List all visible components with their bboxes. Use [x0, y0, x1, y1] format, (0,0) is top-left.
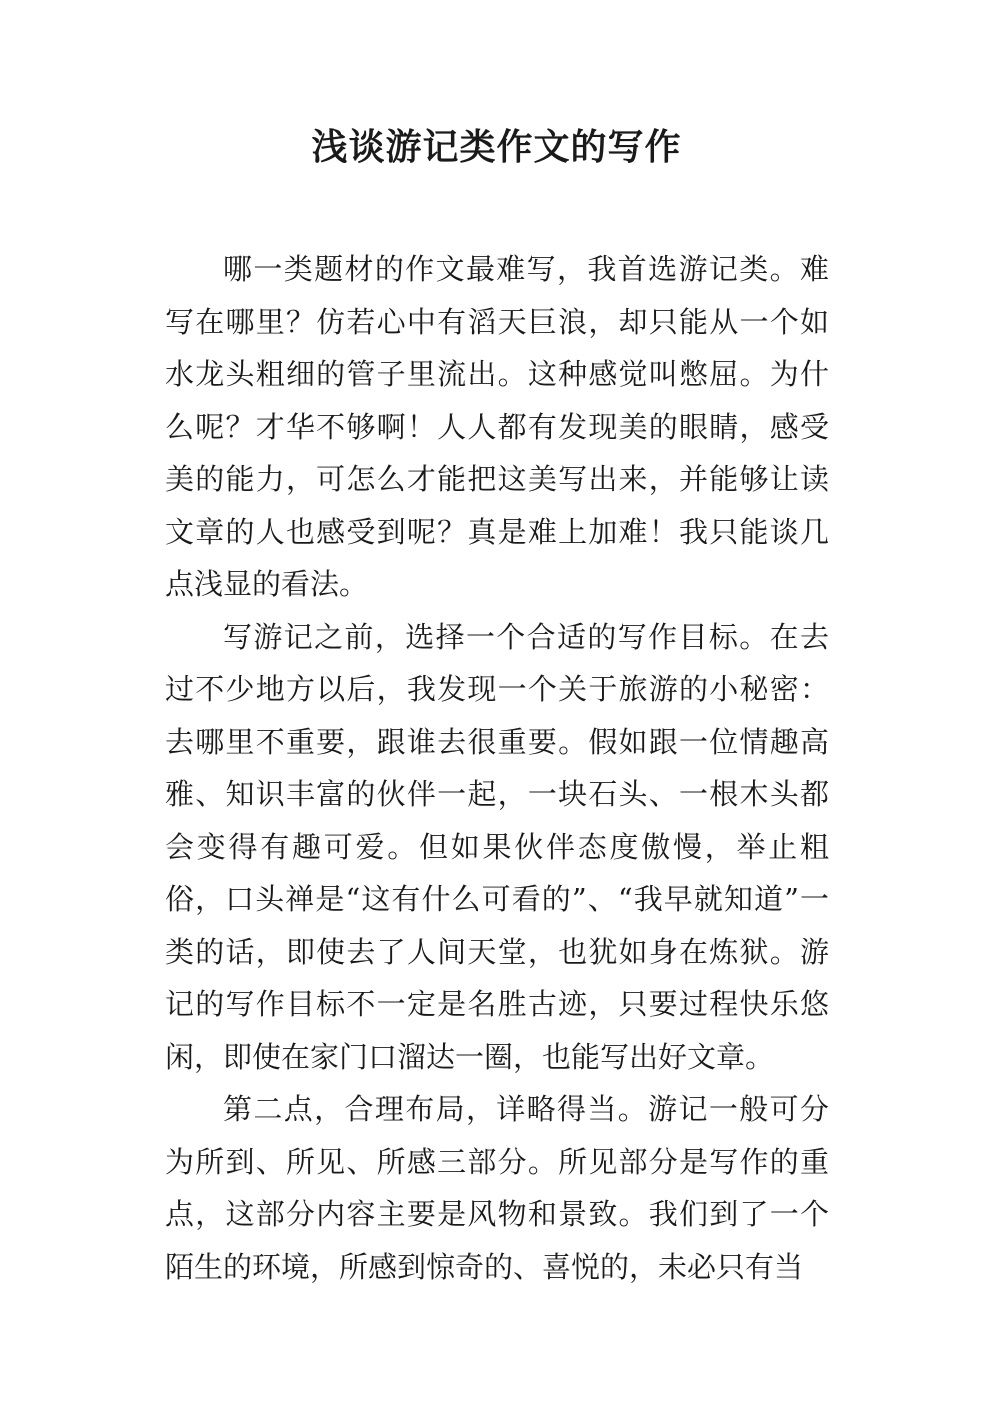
document-body — [165, 243, 829, 1293]
paragraph-3: 第二点，合理布局，详略得当。游记一般可分为所到、所见、所感三部分。所见部分是写作的重点，这部分内容主要是风物和景致。我们到了一个陌生的环境，所感到惊奇的、喜悦的，未必只有当 — [165, 1092, 829, 1284]
document-title: 浅谈游记类作文的写作 — [311, 127, 682, 168]
paragraph-2: 写游记之前，选择一个合适的写作目标。在去过不少地方以后，我发现一个关于旅游的小秘密：去哪里不重要，跟谁去很重要。假如跟一位情趣高雅、知识丰富的伙伴一起，一块石头、一根木头都会变得有趣可爱。但如果伙伴态度傲慢，举止粗俗，口头禅是“这有什么可看的”、“我早就知道”一类的话，即使去了人间天堂，也犹如身在炼狱。游记的写作目标不一定是名胜古迹，只要过程快乐悠闲，即使在家门口溜达一圈，也能写出好文章。 — [165, 619, 829, 1074]
paragraph-1: 哪一类题材的作文最难写，我首选游记类。难写在哪里？仿若心中有滔天巨浪，却只能从一个如水龙头粗细的管子里流出。这种感觉叫憋屈。为什么呢？才华不够啊！人人都有发现美的眼睛，感受美的能力，可怎么才能把这美写出来，并能够让读文章的人也感受到呢？真是难上加难！我只能谈几点浅显的看法。 — [165, 252, 829, 601]
